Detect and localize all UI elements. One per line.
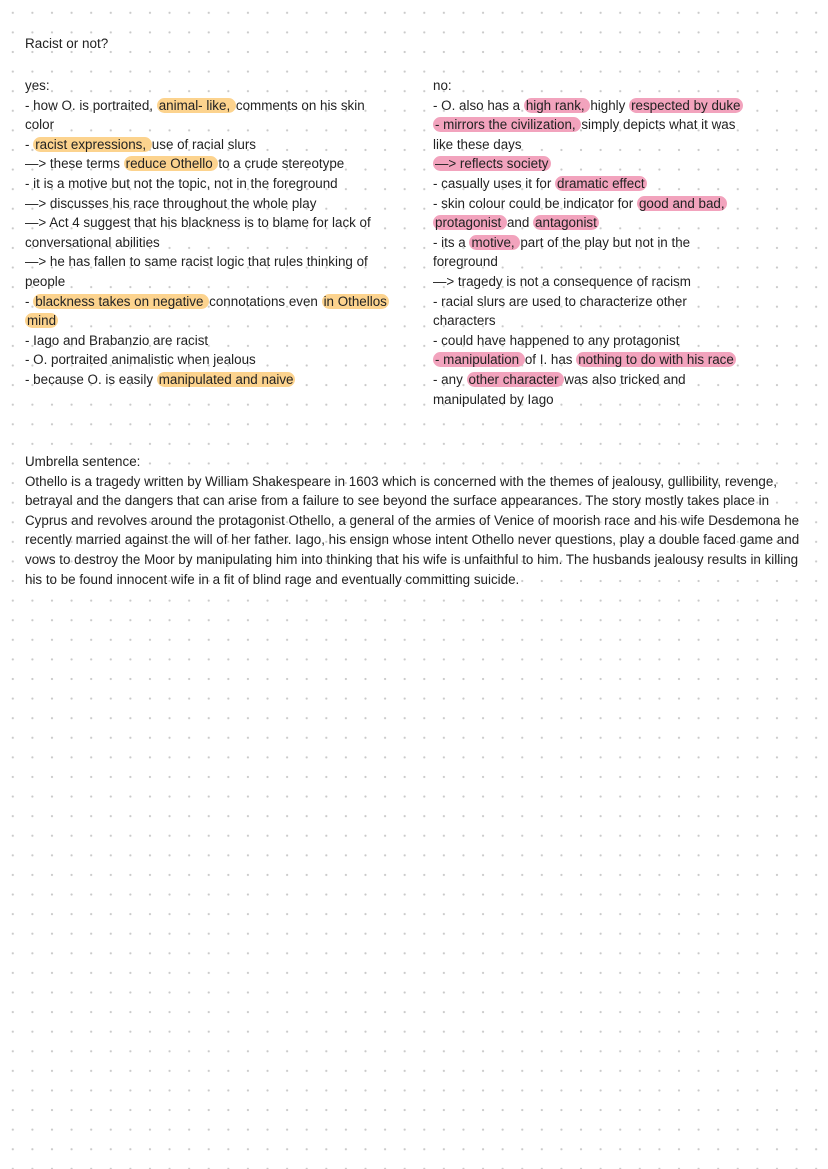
no-line-7: protagonist and antagonist xyxy=(435,215,597,231)
highlight: —> reflects society xyxy=(435,156,549,172)
highlight: - manipulation xyxy=(435,352,523,368)
umbrella-heading: Umbrella sentence: xyxy=(25,454,141,469)
yes-line-7: —> Act 4 suggest that his blackness is to blame for lack of xyxy=(25,215,371,231)
highlight: blackness takes on negative xyxy=(35,293,208,309)
yes-line-15: - because O. is easily manipulated and naive xyxy=(25,371,294,387)
highlight: reduce Othello xyxy=(125,156,217,172)
no-line-9: foreground xyxy=(433,254,498,270)
highlight: animal- like, xyxy=(158,97,234,113)
umbrella-section xyxy=(25,452,815,589)
yes-line-5: - it is a motive but not the topic, not in the foreground xyxy=(25,175,338,191)
highlight: mind xyxy=(27,313,57,329)
highlight: high rank, xyxy=(525,97,589,113)
no-line-8: - its a motive, part of the play but not in the xyxy=(433,234,691,250)
yes-line-1: - how O. is portraited, animal- like, comments on his skin xyxy=(25,97,365,113)
highlight: other character xyxy=(468,371,563,387)
yes-line-9: —> he has fallen to same racist logic that rules thinking of xyxy=(25,254,368,270)
no-line-15: - any other character was also tricked and xyxy=(433,371,686,387)
yes-line-13: - Iago and Brabanzio are racist xyxy=(25,332,209,348)
yes-line-2: color xyxy=(25,117,55,133)
highlight: protagonist xyxy=(435,215,505,231)
highlight: manipulated and naive xyxy=(158,371,294,387)
no-line-2: - mirrors the civilization, simply depicts what it was xyxy=(435,117,736,133)
no-line-5: - casually uses it for dramatic effect xyxy=(433,175,645,191)
yes-column xyxy=(25,76,420,390)
yes-line-11: - blackness takes on negative connotations even in Othellos xyxy=(25,293,387,309)
no-line-16: manipulated by Iago xyxy=(433,391,554,407)
no-line-1: - O. also has a high rank, highly respected by duke xyxy=(433,97,741,113)
yes-line-10: people xyxy=(25,273,66,289)
yes-line-14: - O. portraited animalistic when jealous xyxy=(25,352,256,368)
highlight: nothing to do with his race xyxy=(578,352,734,368)
highlight: dramatic effect xyxy=(557,175,645,191)
yes-line-4: —> these terms reduce Othello to a crude stereotype xyxy=(25,156,345,172)
yes-heading: yes: xyxy=(25,78,50,93)
yes-line-3: - racist expressions, use of racial slurs xyxy=(25,136,256,152)
highlight: respected by duke xyxy=(631,97,741,113)
highlight: racist expressions, xyxy=(35,136,150,152)
umbrella-paragraph: Othello is a tragedy written by William Shakespeare in 1603 which is concerned with the themes of jealousy, gullibility, revenge, betrayal and the dangers that can arise from a failure to see beyond the surface appearances. The story mostly takes place in Cyprus and revolves around the protagonist Othello, a general of the armies of Venice of moorish race and his wife Desdemona he recently married against the will of her father. Iago, his ensign whose intent Othello never questions, play a double faced game and vows to destroy the Moor by manipulating him into thinking that his wife is unfaithful to him. The husbands jealousy results in killing his to be found innocent wife in a fit of blind rage and eventually committing suicide. xyxy=(25,473,800,587)
yes-line-12 xyxy=(25,311,420,331)
highlight: good and bad, xyxy=(638,195,725,211)
page-title: Racist or not? xyxy=(25,36,109,51)
no-heading: no: xyxy=(433,78,452,93)
no-line-10: —> tragedy is not a consequence of racism xyxy=(433,273,691,289)
highlight: motive, xyxy=(471,234,519,250)
no-line-11: - racial slurs are used to characterize other xyxy=(433,293,687,309)
no-line-12: characters xyxy=(433,313,496,329)
no-line-4 xyxy=(433,154,778,174)
no-line-6: - skin colour could be indicator for good and bad, xyxy=(433,195,725,211)
highlight: antagonist xyxy=(535,215,597,231)
yes-line-6: —> discusses his race throughout the whole play xyxy=(25,195,317,211)
no-column xyxy=(433,76,778,409)
no-line-13: - could have happened to any protagonist xyxy=(433,332,680,348)
yes-line-8: conversational abilities xyxy=(25,234,160,250)
no-line-3: like these days xyxy=(433,136,522,152)
highlight: - mirrors the civilization, xyxy=(435,117,580,133)
no-line-14: - manipulation of I. has nothing to do with his race xyxy=(435,352,734,368)
highlight: in Othellos xyxy=(323,293,387,309)
